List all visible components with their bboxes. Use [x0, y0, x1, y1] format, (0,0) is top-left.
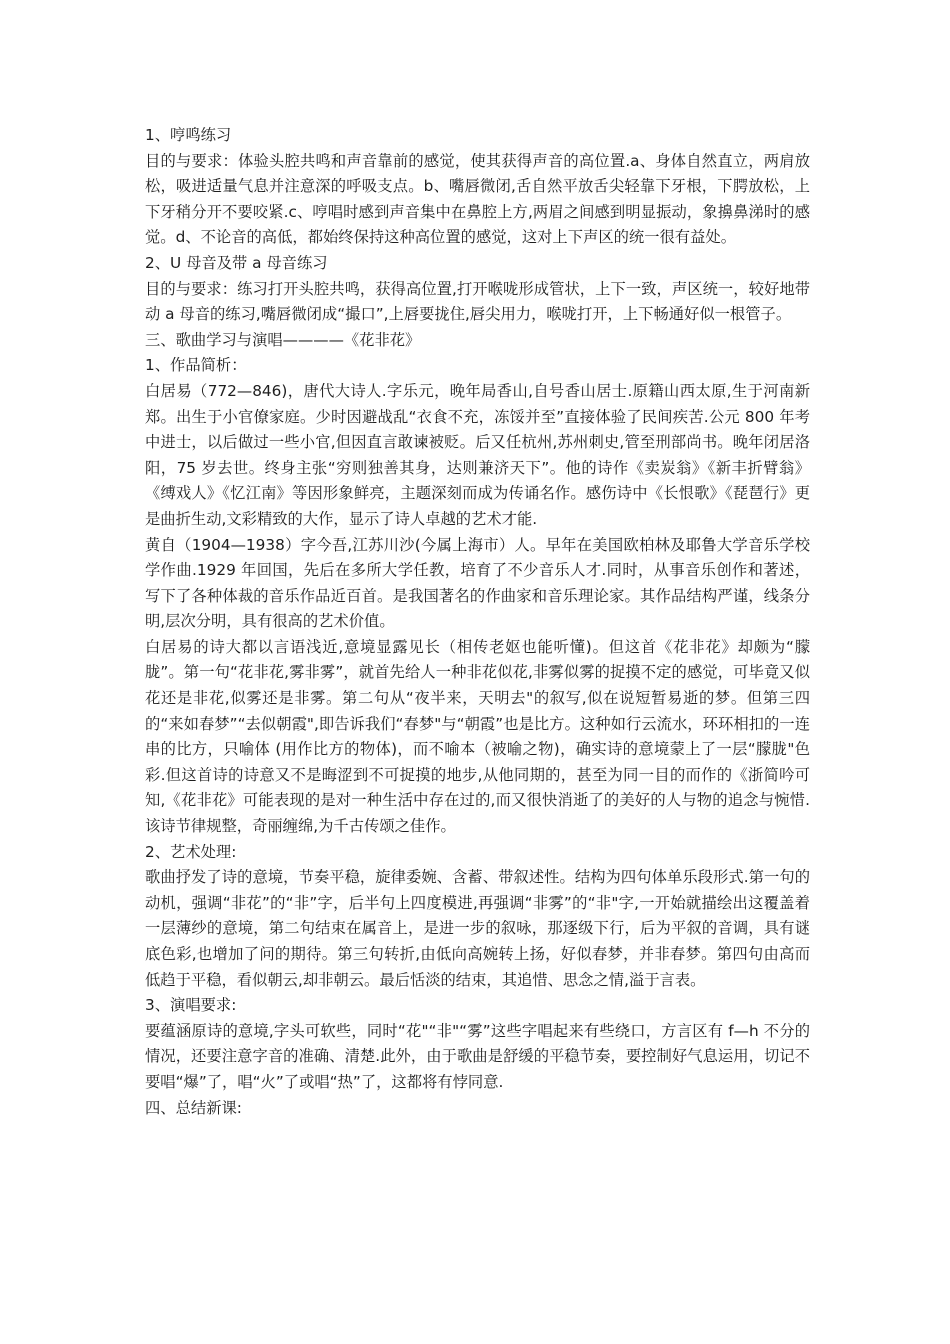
paragraph-artistic-treatment: 歌曲抒发了诗的意境，节奏平稳，旋律委婉、含蓄、带叙述性。结构为四句体单乐段形式.第一句的动机，强调“非花”的“非”字，后半句上四度模进,再强调“非雾”的“非"字,一开始就描绘出这覆盖着一层薄纱的意境，第二句结束在属音上，是进一步的叙咏，那逐级下行，后为平叙的音调，具有谜底色彩,也增加了问的期待。第三句转折,由低向高婉转上扬，好似春梦，并非春梦。第四句由高而低趋于平稳，看似朝云,却非朝云。最后恬淡的结束，其追惜、思念之情,溢于言表。: [145, 868, 810, 989]
document-body: [145, 123, 810, 1121]
paragraph-singing-requirements: 要蕴涵原诗的意境,字头可软些，同时“花"“非"“雾”这些字唱起来有些绕口，方言区有 f—h 不分的情况，还要注意字音的准确、清楚.此外，由于歌曲是舒缓的平稳节奏，要控制好气息运用，切记不要唱“爆”了，唱“火”了或唱“热”了，这都将有悖同意.: [145, 1021, 810, 1091]
paragraph-huang-zi: 黄自（1904—1938）字今吾,江苏川沙(今属上海市）人。早年在美国欧柏林及耶鲁大学音乐学校学作曲.1929 年回国，先后在多所大学任教，培育了不少音乐人才.同时，从事音乐创作和著述，写下了各种体裁的音乐作品近百首。是我国著名的作曲家和音乐理论家。其作品结构严谨，线条分明,层次分明，具有很高的艺术价值。: [145, 535, 810, 631]
paragraph-humming-goals: 目的与要求：体验头腔共鸣和声音靠前的感觉，使其获得声音的高位置.a、身体自然直立，两肩放松，吸进适量气息并注意深的呼吸支点。b、嘴唇微闭,舌自然平放舌尖轻靠下牙根，下腭放松，上下牙稍分开不要咬紧.c、哼唱时感到声音集中在鼻腔上方,两眉之间感到明显振动，象擤鼻涕时的感觉。d、不论音的高低，都始终保持这种高位置的感觉，这对上下声区的统一很有益处。: [145, 151, 810, 247]
heading-vowel-practice: 2、U 母音及带 a 母音练习: [145, 253, 328, 272]
paragraph-bai-juyi: 白居易（772—846)，唐代大诗人.字乐元，晚年局香山,自号香山居士.原籍山西太原,生于河南新郑。出生于小官僚家庭。少时因避战乱“衣食不充，冻馁并至”直接体验了民间疾苦.公元 800 年考中进士，以后做过一些小官,但因直言敢谏被贬。后又任杭州,苏州刺史,管至刑部尚书。晚年闭居洛阳，75 岁去世。终身主张“穷则独善其身，达则兼济天下”。他的诗作《卖炭翁》《新丰折臂翁》《缚戏人》《忆江南》等因形象鲜亮，主题深刻而成为传诵名作。感伤诗中《长恨歌》《琵琶行》更是曲折生动,文彩精致的大作，显示了诗人卓越的艺术才能.: [145, 381, 810, 528]
heading-song-study: 三、歌曲学习与演唱————《花非花》: [145, 330, 421, 349]
heading-humming-practice: 1、哼鸣练习: [145, 126, 232, 144]
heading-artistic-treatment: 2、艺术处理:: [145, 842, 237, 861]
paragraph-vowel-goals: 目的与要求：练习打开头腔共鸣，获得高位置,打开喉咙形成管状，上下一致，声区统一，较好地带动 a 母音的练习,嘴唇微闭成“撮口”,上唇要拢住,唇尖用力，喉咙打开，上下畅通好似一根管子。: [145, 279, 810, 324]
heading-summary: 四、总结新课:: [145, 1098, 242, 1117]
heading-singing-requirements: 3、演唱要求:: [145, 996, 237, 1015]
heading-work-analysis: 1、作品简析：: [145, 356, 247, 375]
paragraph-poem-analysis: 白居易的诗大都以言语浅近,意境显露见长（相传老妪也能听懂)。但这首《花非花》却颇为“朦胧”。第一句“花非花,雾非雾”，就首先给人一种非花似花,非雾似雾的捉摸不定的感觉，可毕竟又似花还是非花,似雾还是非雾。第二句从“夜半来，天明去"的叙写,似在说短暂易逝的梦。但第三四的“来如春梦”“去似朝霞",即告诉我们“春梦"与“朝霞”也是比方。这种如行云流水，环环相扣的一连串的比方，只喻体 (用作比方的物体)，而不喻本（被喻之物)，确实诗的意境蒙上了一层“朦胧"色彩.但这首诗的诗意又不是晦涩到不可捉摸的地步,从他同期的，甚至为同一目的而作的《浙简吟可知,《花非花》可能表现的是对一种生活中存在过的,而又很快消逝了的美好的人与物的追念与惋惜.该诗节律规整，奇丽缠绵,为千古传颂之佳作。: [145, 637, 810, 836]
